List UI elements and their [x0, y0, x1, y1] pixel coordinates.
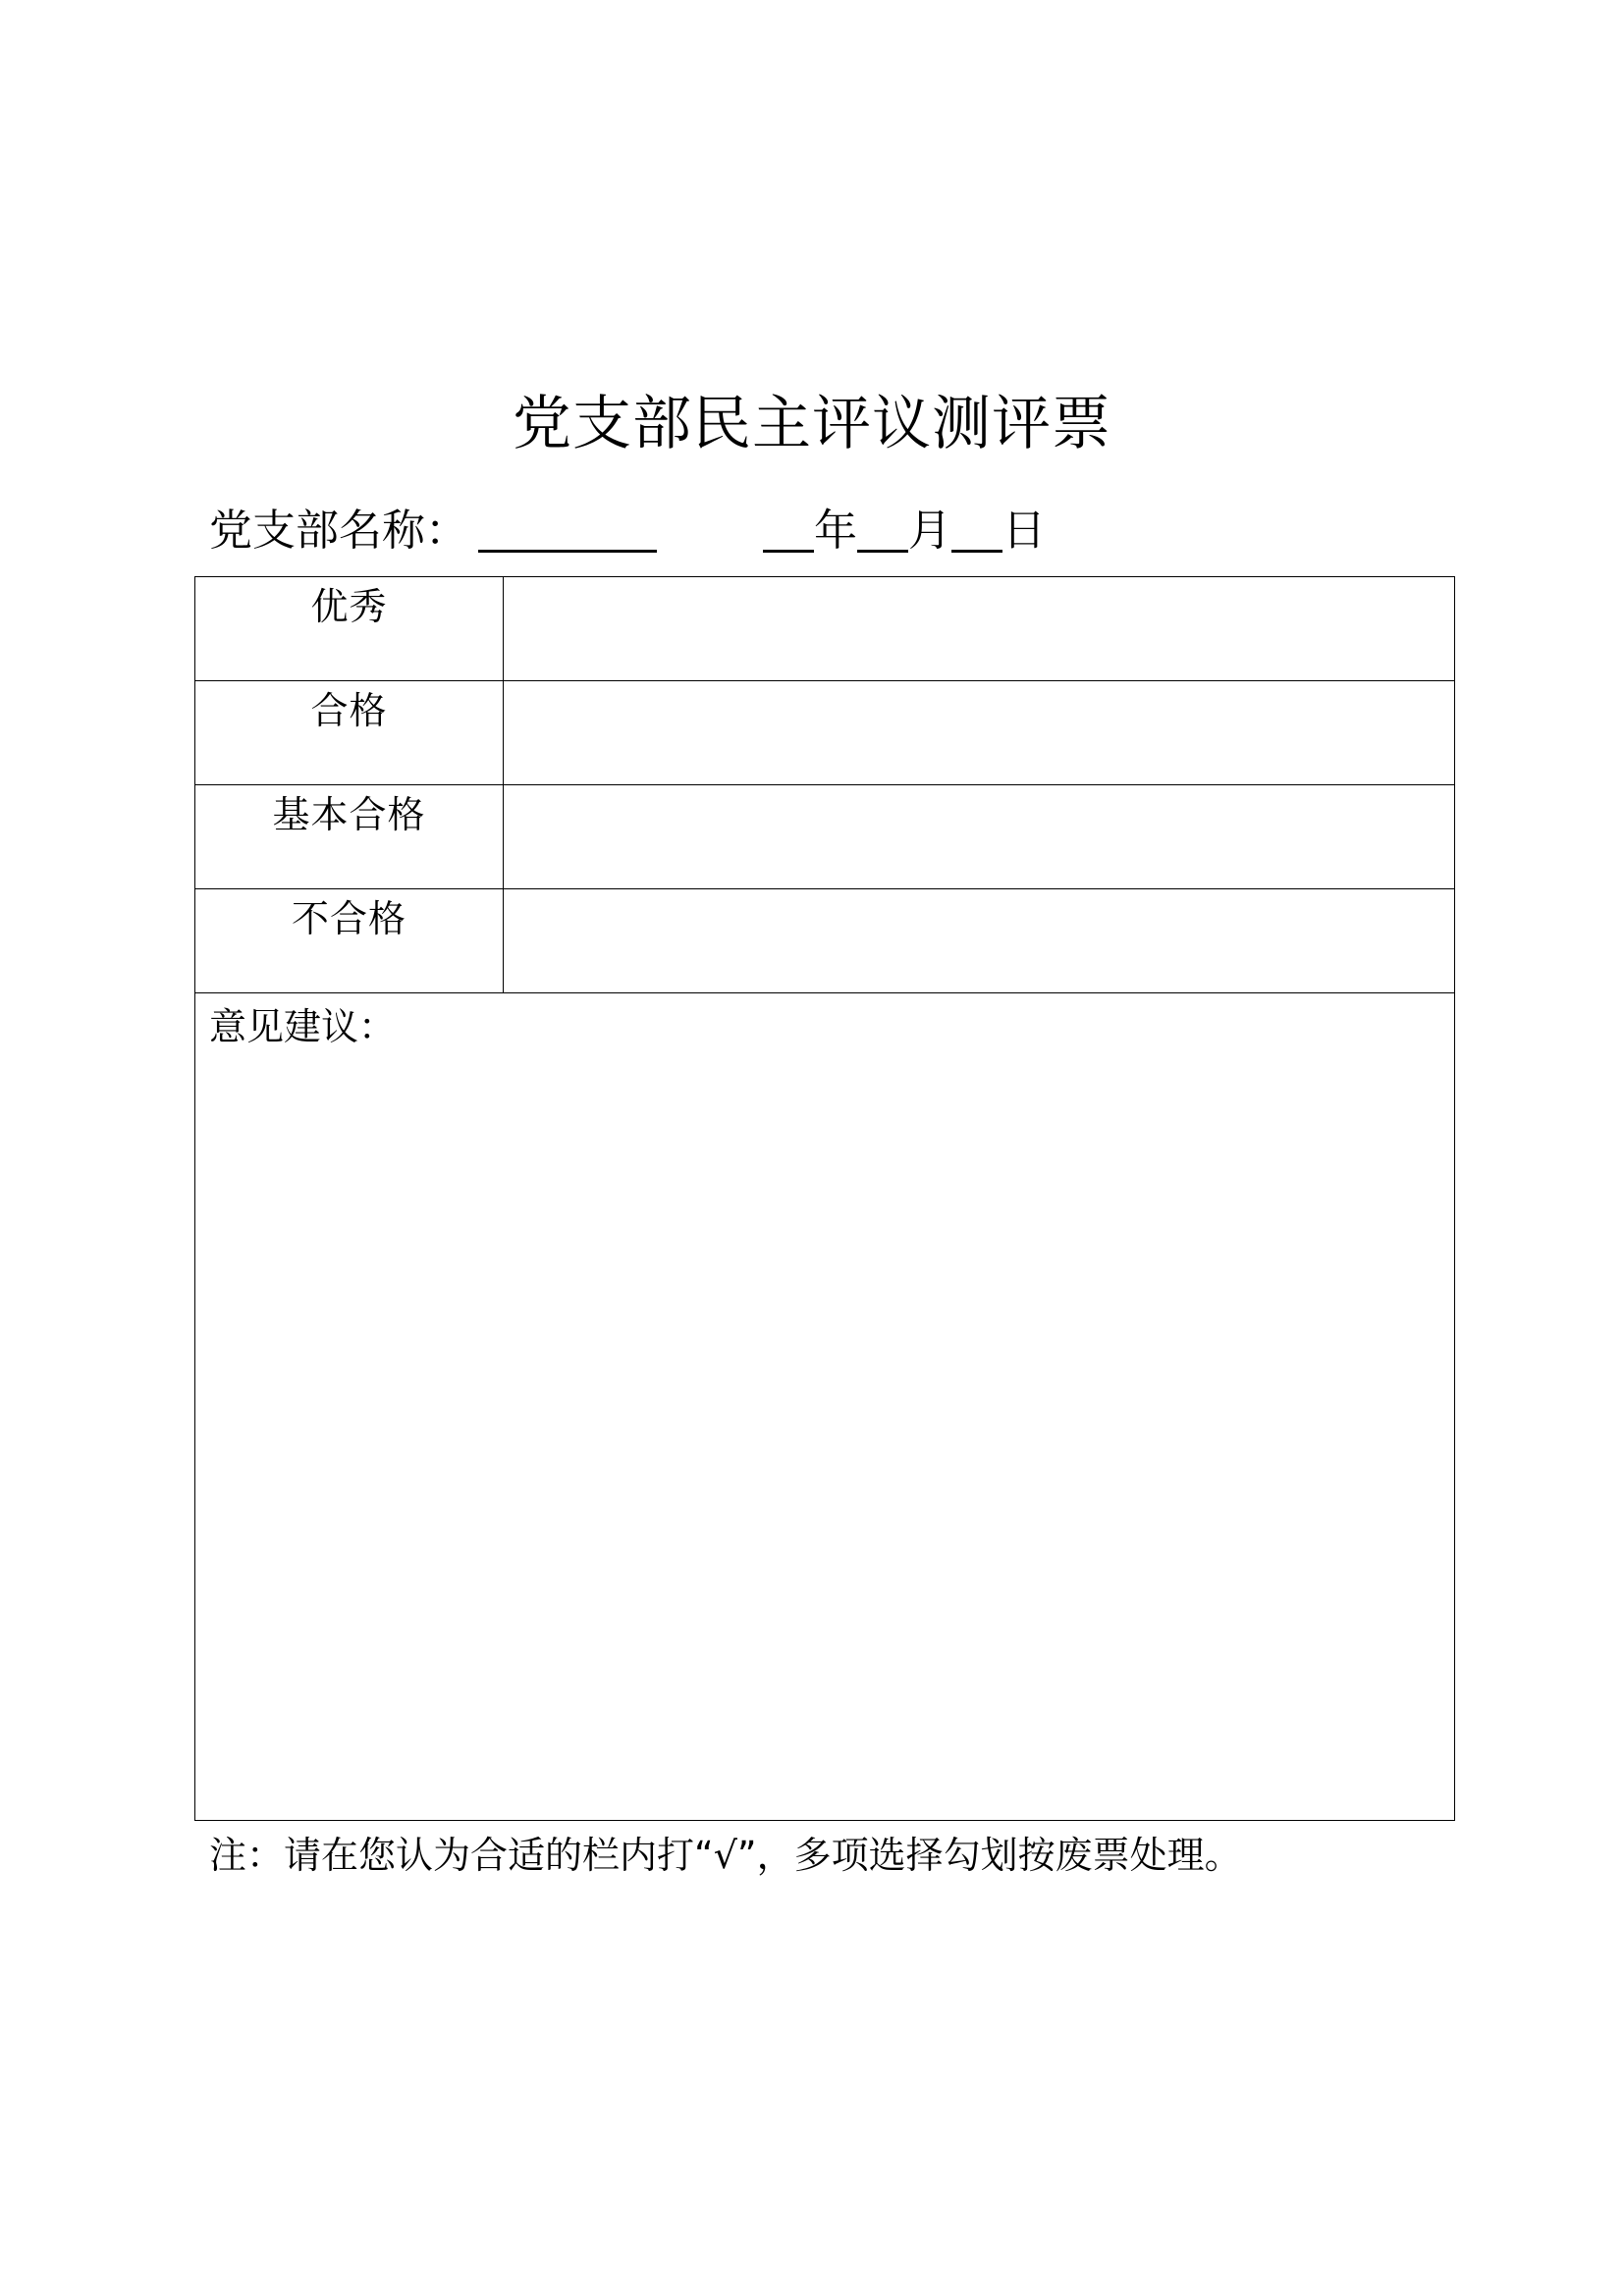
- option-label-excellent: 优秀: [195, 577, 504, 680]
- year-label: 年: [814, 506, 857, 556]
- header-info: [209, 497, 1046, 565]
- opinion-label: 意见建议：: [209, 1005, 397, 1048]
- vote-row-basically-qualified: [195, 785, 1454, 889]
- mark-cell-excellent[interactable]: [504, 577, 1454, 680]
- opinion-textarea[interactable]: [209, 1062, 1440, 1806]
- month-field[interactable]: [857, 497, 908, 553]
- footnote: 注：请在您认为合适的栏内打“√”，多项选择勾划按废票处理。: [209, 1834, 1242, 1877]
- mark-cell-basically-qualified[interactable]: [504, 785, 1454, 888]
- day-label: 日: [1002, 506, 1046, 556]
- mark-cell-unqualified[interactable]: [504, 889, 1454, 992]
- branch-name-label: 党支部名称：: [209, 506, 468, 556]
- month-label: 月: [908, 506, 951, 556]
- vote-row-qualified: [195, 681, 1454, 785]
- option-label-unqualified: 不合格: [195, 889, 504, 992]
- day-field[interactable]: [951, 497, 1002, 553]
- option-label-basically-qualified: 基本合格: [195, 785, 504, 888]
- vote-row-unqualified: [195, 889, 1454, 993]
- mark-cell-qualified[interactable]: [504, 681, 1454, 784]
- opinion-section: [195, 993, 1454, 1820]
- branch-name-field[interactable]: [478, 497, 657, 553]
- vote-table: [194, 576, 1455, 1821]
- year-field[interactable]: [763, 497, 814, 553]
- page-title: 党支部民主评议测评票: [513, 390, 1111, 458]
- vote-row-excellent: [195, 577, 1454, 681]
- option-label-qualified: 合格: [195, 681, 504, 784]
